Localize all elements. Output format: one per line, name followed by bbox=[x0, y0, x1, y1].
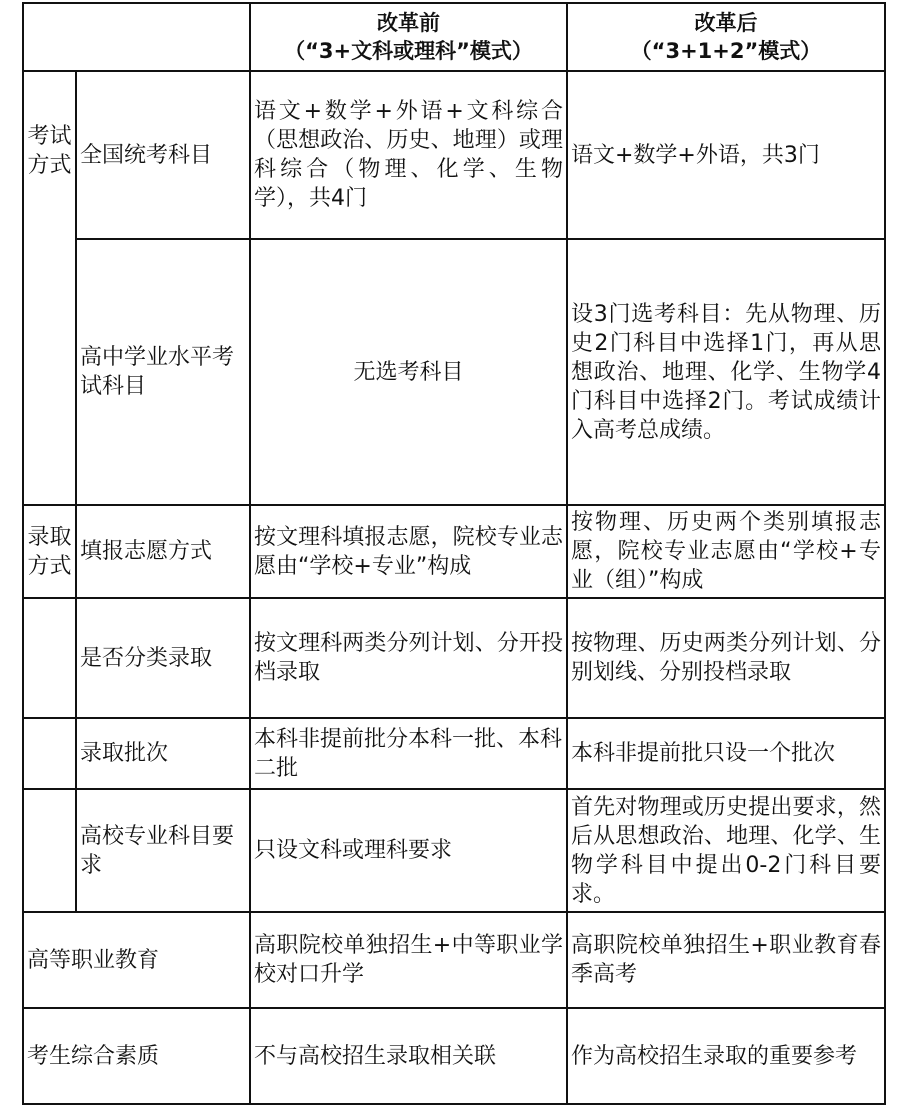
row-after: 设3门选考科目：先从物理、历史2门科目中选择1门，再从思想政治、地理、化学、生物学4门科目中选择2门。考试成绩计入高考总成绩。 bbox=[567, 239, 885, 505]
row-before: 语文+数学+外语+文科综合（思想政治、历史、地理）或理科综合（物理、化学、生物学），共4门 bbox=[250, 71, 567, 239]
empty-group-cell bbox=[23, 789, 76, 912]
row-after: 首先对物理或历史提出要求，然后从思想政治、地理、化学、生物学科目中提出0-2门科目要求。 bbox=[567, 789, 885, 912]
table-row bbox=[23, 789, 885, 912]
row-before: 不与高校招生录取相关联 bbox=[250, 1008, 567, 1104]
header-empty-cell bbox=[23, 3, 250, 71]
header-after-cell bbox=[567, 3, 885, 71]
empty-group-cell bbox=[23, 718, 76, 789]
row-label: 考生综合素质 bbox=[23, 1008, 250, 1104]
header-before-subtitle: （“3+文科或理科”模式） bbox=[284, 39, 533, 63]
row-label: 高校专业科目要求 bbox=[76, 789, 250, 912]
table-row bbox=[23, 71, 885, 239]
table-row bbox=[23, 598, 885, 718]
row-after: 按物理、历史两个类别填报志愿，院校专业志愿由“学校+专业（组）”构成 bbox=[567, 505, 885, 598]
row-before: 高职院校单独招生+中等职业学校对口升学 bbox=[250, 912, 567, 1008]
row-before: 按文理科两类分列计划、分开投档录取 bbox=[250, 598, 567, 718]
table-row bbox=[23, 505, 885, 598]
row-before: 无选考科目 bbox=[250, 239, 567, 505]
row-after: 高职院校单独招生+职业教育春季高考 bbox=[567, 912, 885, 1008]
row-after: 语文+数学+外语，共3门 bbox=[567, 71, 885, 239]
table-row bbox=[23, 718, 885, 789]
row-label: 高等职业教育 bbox=[23, 912, 250, 1008]
header-before-title: 改革前 bbox=[377, 11, 440, 35]
row-before: 本科非提前批分本科一批、本科二批 bbox=[250, 718, 567, 789]
row-label: 全国统考科目 bbox=[76, 71, 250, 239]
row-after: 按物理、历史两类分列计划、分别划线、分别投档录取 bbox=[567, 598, 885, 718]
empty-group-cell bbox=[23, 598, 76, 718]
row-after: 本科非提前批只设一个批次 bbox=[567, 718, 885, 789]
header-before-cell bbox=[250, 3, 567, 71]
row-after: 作为高校招生录取的重要参考 bbox=[567, 1008, 885, 1104]
group-admission-method: 录取方式 bbox=[23, 505, 76, 598]
table-row bbox=[23, 239, 885, 505]
header-after-subtitle: （“3+1+2”模式） bbox=[630, 39, 822, 63]
table-row bbox=[23, 912, 885, 1008]
header-after-title: 改革后 bbox=[694, 11, 758, 35]
header-row bbox=[23, 3, 885, 71]
row-label: 是否分类录取 bbox=[76, 598, 250, 718]
row-label: 高中学业水平考试科目 bbox=[76, 239, 250, 505]
row-label: 填报志愿方式 bbox=[76, 505, 250, 598]
row-label: 录取批次 bbox=[76, 718, 250, 789]
row-before: 按文理科填报志愿，院校专业志愿由“学校+专业”构成 bbox=[250, 505, 567, 598]
row-before: 只设文科或理科要求 bbox=[250, 789, 567, 912]
table-row bbox=[23, 1008, 885, 1104]
comparison-table bbox=[22, 2, 886, 1105]
group-exam-method: 考试方式 bbox=[23, 71, 76, 505]
